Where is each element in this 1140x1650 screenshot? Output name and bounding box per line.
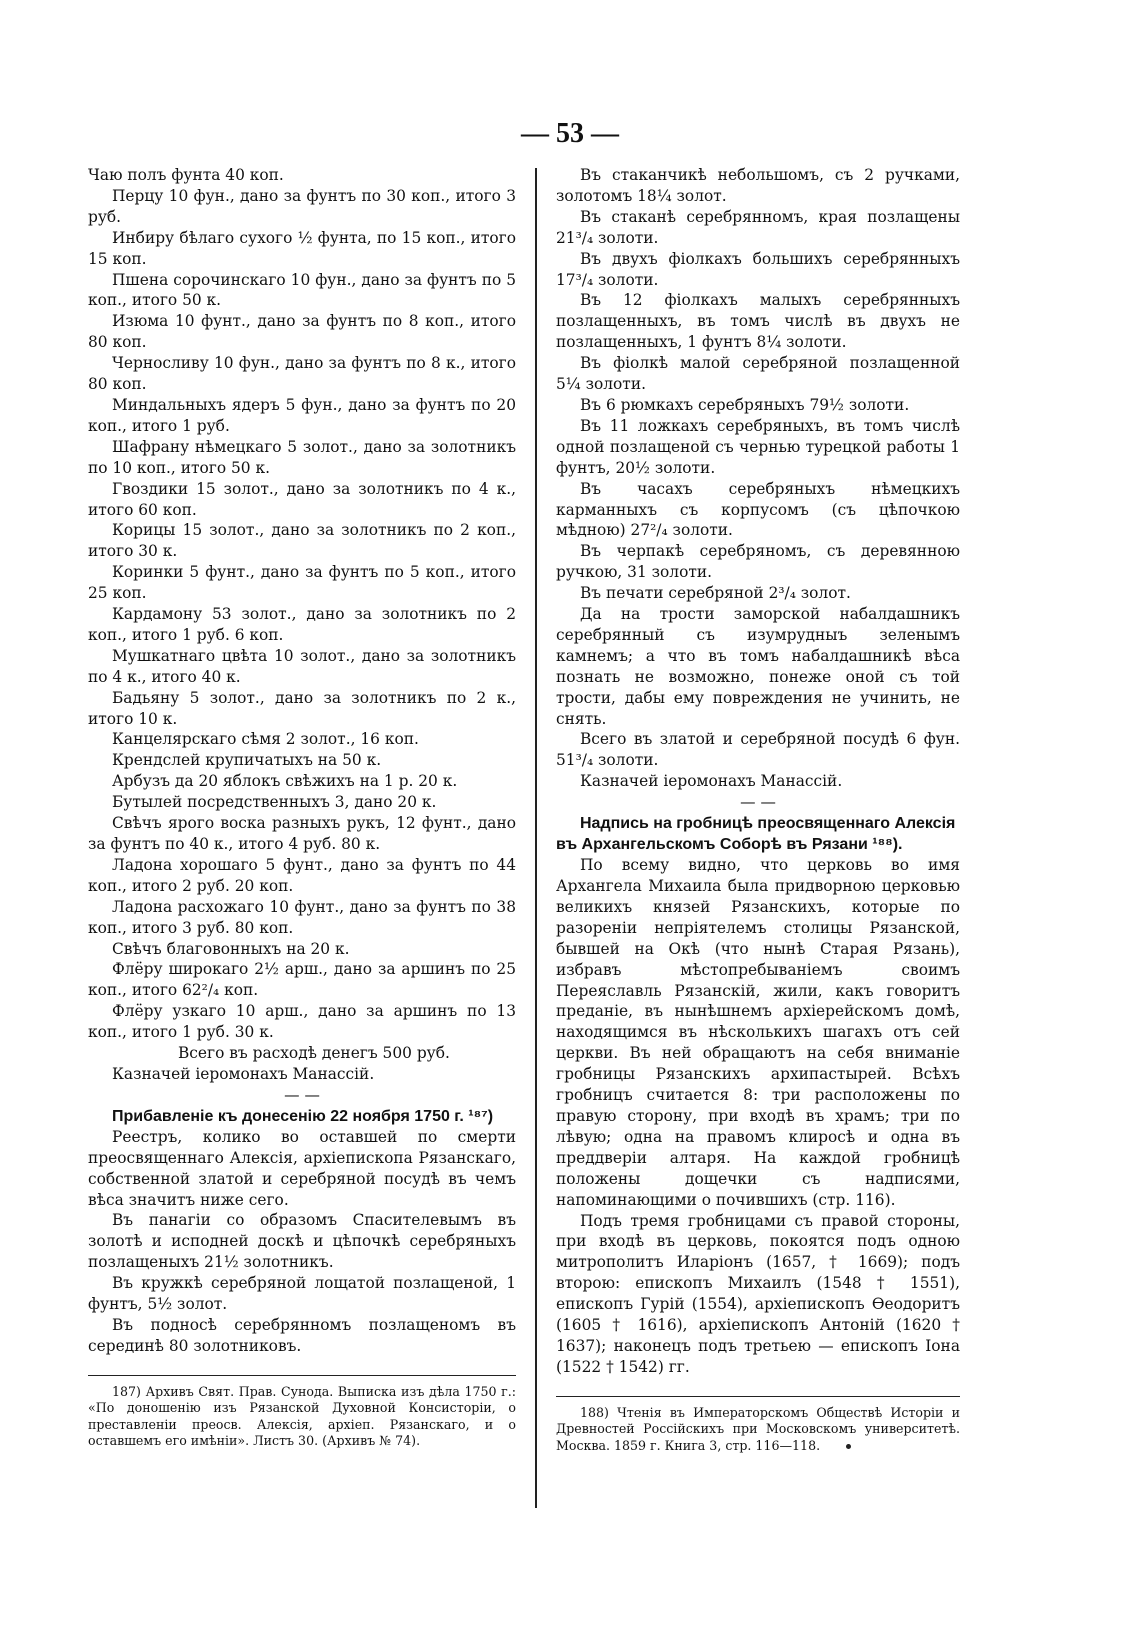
inventory-total: Всего въ златой и серебряной посудѣ 6 фун. 51³/₄ золоти.	[556, 730, 960, 770]
expense-line: Канцелярскаго сѣмя 2 золот., 16 коп.	[112, 730, 419, 749]
footnote-rule	[88, 1375, 516, 1376]
inventory-line: Въ двухъ фіолкахъ большихъ серебрянныхъ 17³/₄ золоти.	[556, 249, 960, 289]
signature: Казначей іеромонахъ Манассій.	[580, 772, 843, 791]
inventory-line: Въ 6 рюмкахъ серебряныхъ 79½ золоти.	[580, 395, 910, 414]
expense-line: Крендслей крупичатыхъ на 50 к.	[112, 751, 382, 770]
body-paragraph: Реестръ, колико во оставшей по смерти преосвященнаго Алексія, архіепископа Рязанскаго, собственной златой и серебряной посудѣ въ чемъ вѣса значитъ ниже сего.	[88, 1127, 516, 1209]
inventory-line: Да на трости заморской набалдашникъ серебрянный съ изумрудныъ зеленымъ камнемъ; а что въ томъ набалдашникѣ вѣса познать не возможно, понеже оной съ той трости, дабы ему повреждения не учинить, не снять.	[556, 605, 960, 728]
expense-line: Ладона расхожаго 10 фунт., дано за фунтъ по 38 коп., итого 3 руб. 80 коп.	[88, 897, 516, 937]
inventory-line: Въ печати серебряной 2³/₄ золот.	[580, 584, 851, 603]
expense-line: Флёру широкаго 2½ арш., дано за аршинъ по 25 коп., итого 62²/₄ коп.	[88, 960, 516, 1000]
section-heading: Надпись на гробницѣ преосвященнаго Алексія въ Архангельскомъ Соборѣ въ Рязани ¹⁸⁸).	[556, 815, 956, 854]
inventory-line: Въ стаканѣ серебрянномъ, края позлащены 21³/₄ золоти.	[556, 207, 960, 247]
inventory-line: Въ фіолкѣ малой серебряной позлащенной 5¼ золоти.	[556, 354, 960, 394]
footnote: 187) Архивъ Свят. Прав. Сунода. Выписка изъ дѣла 1750 г.: «По доношенію изъ Рязанской Духовной Консисторіи, о преставленіи преосв. Алексія, архіеп. Рязанскаго, и о оставшемъ его имѣніи». Листъ 30. (Архивъ № 74).	[88, 1383, 516, 1449]
section-divider: — —	[740, 793, 776, 812]
body-paragraph: По всему видно, что церковь во имя Архангела Михаила была придворною церковью великихъ князей Рязанскихъ, которые по разореніи непріятелемъ столицы Рязанской, бывшей на Окѣ (что нынѣ Старая Рязань), избравъ мѣстопребываніемъ своимъ Переяславль Рязанскій, жили, какъ говоритъ преданіе, въ нынѣшнемъ архіерейскомъ домѣ, находящимся въ нѣсколькихъ шагахъ отъ сей церкви. Въ ней обращаютъ на себя вниманіе гробницы Рязанскихъ архипастырей. Всѣхъ гробницъ считается 8: три расположены по правую сторону, при входѣ въ храмъ; три по лѣвую; одна на правомъ клиросѣ и одна въ преддверіи алтаря. На каждой гробницѣ положены дощечки съ надписями, напоминающими о почившихъ (стр. 116).	[556, 856, 960, 1209]
expense-line: Перцу 10 фун., дано за фунтъ по 30 коп., итого 3 руб.	[88, 186, 516, 226]
expense-line: Шафрану нѣмецкаго 5 золот., дано за золотникъ по 10 коп., итого 50 к.	[88, 437, 516, 477]
inventory-line: Въ 12 фіолкахъ малыхъ серебрянныхъ позлащенныхъ, въ томъ числѣ въ двухъ не позлащенныхъ, 1 фунтъ 8¼ золоти.	[556, 291, 960, 352]
inventory-line: Въ стаканчикѣ небольшомъ, съ 2 ручками, золотомъ 18¼ золот.	[556, 166, 960, 205]
inventory-line: Въ 11 ложкахъ серебряныхъ, въ томъ числѣ одной позлащеной съ чернью турецкой работы 1 фунтъ, 20½ золоти.	[556, 416, 960, 477]
right-column	[556, 165, 960, 1454]
body-paragraph: Подъ тремя гробницами съ правой стороны, при входѣ въ церковь, покоятся подъ одною митрополитъ Иларіонъ (1657, † 1669); подъ второю: епископъ Михаилъ (1548 † 1551), епископъ Гурій (1554), архіепископъ Ѳеодоритъ (1605 † 1616), архіепископъ Антоній (1620 † 1637); наконецъ подъ третьею — епископъ Іона (1522 † 1542) гг.	[556, 1211, 960, 1376]
body-paragraph: Въ подносѣ серебрянномъ позлащеномъ въ серединѣ 80 золотниковъ.	[88, 1315, 516, 1355]
section-heading: Прибавленіе къ донесенію 22 ноября 1750 г. ¹⁸⁷)	[112, 1107, 494, 1125]
expense-line: Мушкатнаго цвѣта 10 золот., дано за золотникъ по 4 к., итого 40 к.	[88, 646, 516, 686]
body-paragraph: Въ панагіи со образомъ Спасителевымъ въ золотѣ и исподней доскѣ и цѣпочкѣ серебряныхъ позлащеныхъ 21½ золотникъ.	[88, 1211, 516, 1272]
expense-line: Черносливу 10 фун., дано за фунтъ по 8 к., итого 80 коп.	[88, 354, 516, 394]
expense-line: Изюма 10 фунт., дано за фунтъ по 8 коп., итого 80 коп.	[88, 312, 516, 352]
stray-dot	[846, 1444, 851, 1449]
section-divider: — —	[284, 1085, 320, 1104]
expense-line: Корицы 15 золот., дано за золотникъ по 2 коп., итого 30 к.	[88, 521, 516, 561]
expense-line: Пшена сорочинскаго 10 фун., дано за фунтъ по 5 коп., итого 50 к.	[88, 270, 516, 310]
expense-line: Миндальныхъ ядеръ 5 фун., дано за фунтъ по 20 коп., итого 1 руб.	[88, 395, 516, 435]
expense-line: Гвоздики 15 золот., дано за золотникъ по 4 к., итого 60 коп.	[88, 479, 516, 519]
expense-line: Арбузъ да 20 яблокъ свѣжихъ на 1 р. 20 к.	[112, 772, 458, 791]
expense-line: Свѣчъ благовонныхъ на 20 к.	[112, 939, 350, 958]
expense-line: Коринки 5 фунт., дано за фунтъ по 5 коп., итого 25 коп.	[88, 563, 516, 603]
expense-line: Кардамону 53 золот., дано за золотникъ по 2 коп., итого 1 руб. 6 коп.	[88, 605, 516, 644]
inventory-line: Въ часахъ серебряныхъ нѣмецкихъ карманныхъ съ корпусомъ (съ цѣпочкою мѣдною) 27²/₄ золоти.	[556, 479, 960, 540]
left-column	[88, 165, 516, 1450]
expense-line: Ладона хорошаго 5 фунт., дано за фунтъ по 44 коп., итого 2 руб. 20 коп.	[88, 855, 516, 895]
expense-line: Свѣчъ ярого воска разныхъ рукъ, 12 фунт., дано за фунтъ по 40 к., итого 4 руб. 80 к.	[88, 814, 516, 853]
footnote: 188) Чтенія въ Императорскомъ Обществѣ Исторіи и Древностей Россійскихъ при Московскомъ университетѣ. Москва. 1859 г. Книга 3, стр. 116—118.	[556, 1404, 960, 1453]
expense-line: Флёру узкаго 10 арш., дано за аршинъ по 13 коп., итого 1 руб. 30 к.	[88, 1002, 516, 1042]
signature: Казначей іеромонахъ Манассій.	[112, 1064, 375, 1083]
expense-line: Бутылей посредственныхъ 3, дано 20 к.	[112, 793, 437, 812]
expense-line: Инбиру бѣлаго сухого ½ фунта, по 15 коп., итого 15 коп.	[88, 228, 516, 268]
page-number: — 53 —	[521, 118, 619, 149]
expense-total: Всего въ расходѣ денегъ 500 руб.	[178, 1044, 450, 1063]
column-divider	[535, 168, 537, 1508]
footnote-rule	[556, 1396, 960, 1397]
expense-line: Чаю полъ фунта 40 коп.	[88, 166, 284, 184]
body-paragraph: Въ кружкѣ серебряной лощатой позлащеной, 1 фунтъ, 5½ золот.	[88, 1274, 516, 1314]
inventory-line: Въ черпакѣ серебряномъ, съ деревянною ручкою, 31 золоти.	[556, 542, 960, 582]
expense-line: Бадьяну 5 золот., дано за золотникъ по 2 к., итого 10 к.	[88, 688, 516, 728]
